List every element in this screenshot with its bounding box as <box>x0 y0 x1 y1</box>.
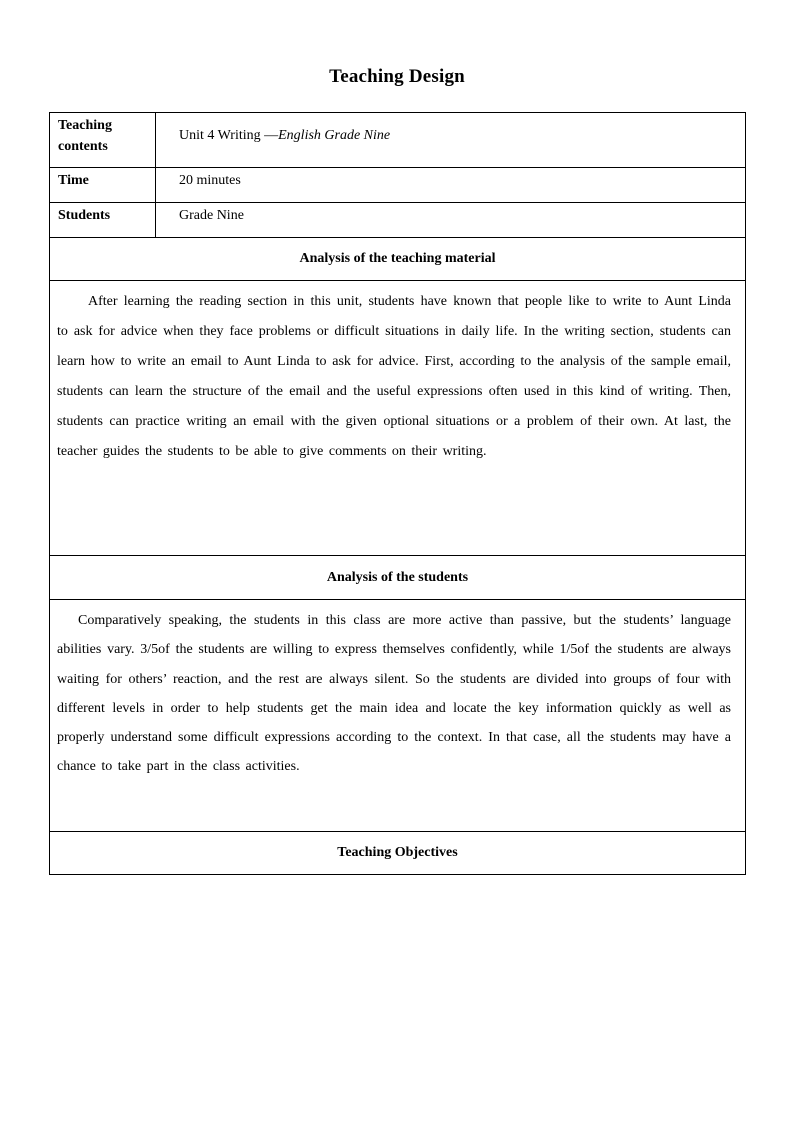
time-value: 20 minutes <box>179 173 241 188</box>
time-row <box>50 168 746 203</box>
objectives-heading-row <box>50 832 746 875</box>
students-value-cell <box>156 203 746 238</box>
material-paragraph: After learning the reading section in this unit, students have known that people like to write to Aunt Linda to ask for advice when they face problems or difficult situations in daily life. In the writing section, students can learn how to write an email to Aunt Linda to ask for advice. First, according to the analysis of the sample email, students can learn the structure of the email and the useful expressions often used in this kind of writing. Then, students can practice writing an email with the given optional situations or a problem of their own. At last, the teacher guides the students to be able to give comments on their writing. <box>57 294 731 459</box>
students-heading-row <box>50 556 746 600</box>
time-value-cell <box>156 168 746 203</box>
material-body-cell <box>50 281 746 556</box>
students-body-cell <box>50 600 746 832</box>
students-heading: Analysis of the students <box>50 556 746 600</box>
students-body-row <box>50 600 746 832</box>
material-heading-row <box>50 238 746 281</box>
contents-label: Teaching contents <box>50 113 156 168</box>
contents-row <box>50 113 746 168</box>
document-title: Teaching Design <box>329 66 465 87</box>
objectives-heading: Teaching Objectives <box>50 832 746 875</box>
material-heading: Analysis of the teaching material <box>50 238 746 281</box>
material-body-row <box>50 281 746 556</box>
students-label: Students <box>50 203 156 238</box>
contents-value: Unit 4 Writing — <box>179 128 279 143</box>
time-label: Time <box>50 168 156 203</box>
students-value: Grade Nine <box>179 208 244 223</box>
contents-value-cell <box>156 113 746 168</box>
contents-value-italic: English Grade Nine <box>278 128 391 143</box>
students-paragraph: Comparatively speaking, the students in this class are more active than passive, but the students’ language abilities vary. 3/5of the students are willing to express themselves confidently, while 1/5of the students are always waiting for others’ reaction, and the rest are always silent. So the students are divided into groups of four with different levels in order to help students get the main idea and locate the key information quickly as well as properly understand some difficult expressions according to the context. In that case, all the students may have a chance to take part in the class activities. <box>57 613 731 775</box>
teaching-design-table <box>49 112 746 875</box>
students-row <box>50 203 746 238</box>
